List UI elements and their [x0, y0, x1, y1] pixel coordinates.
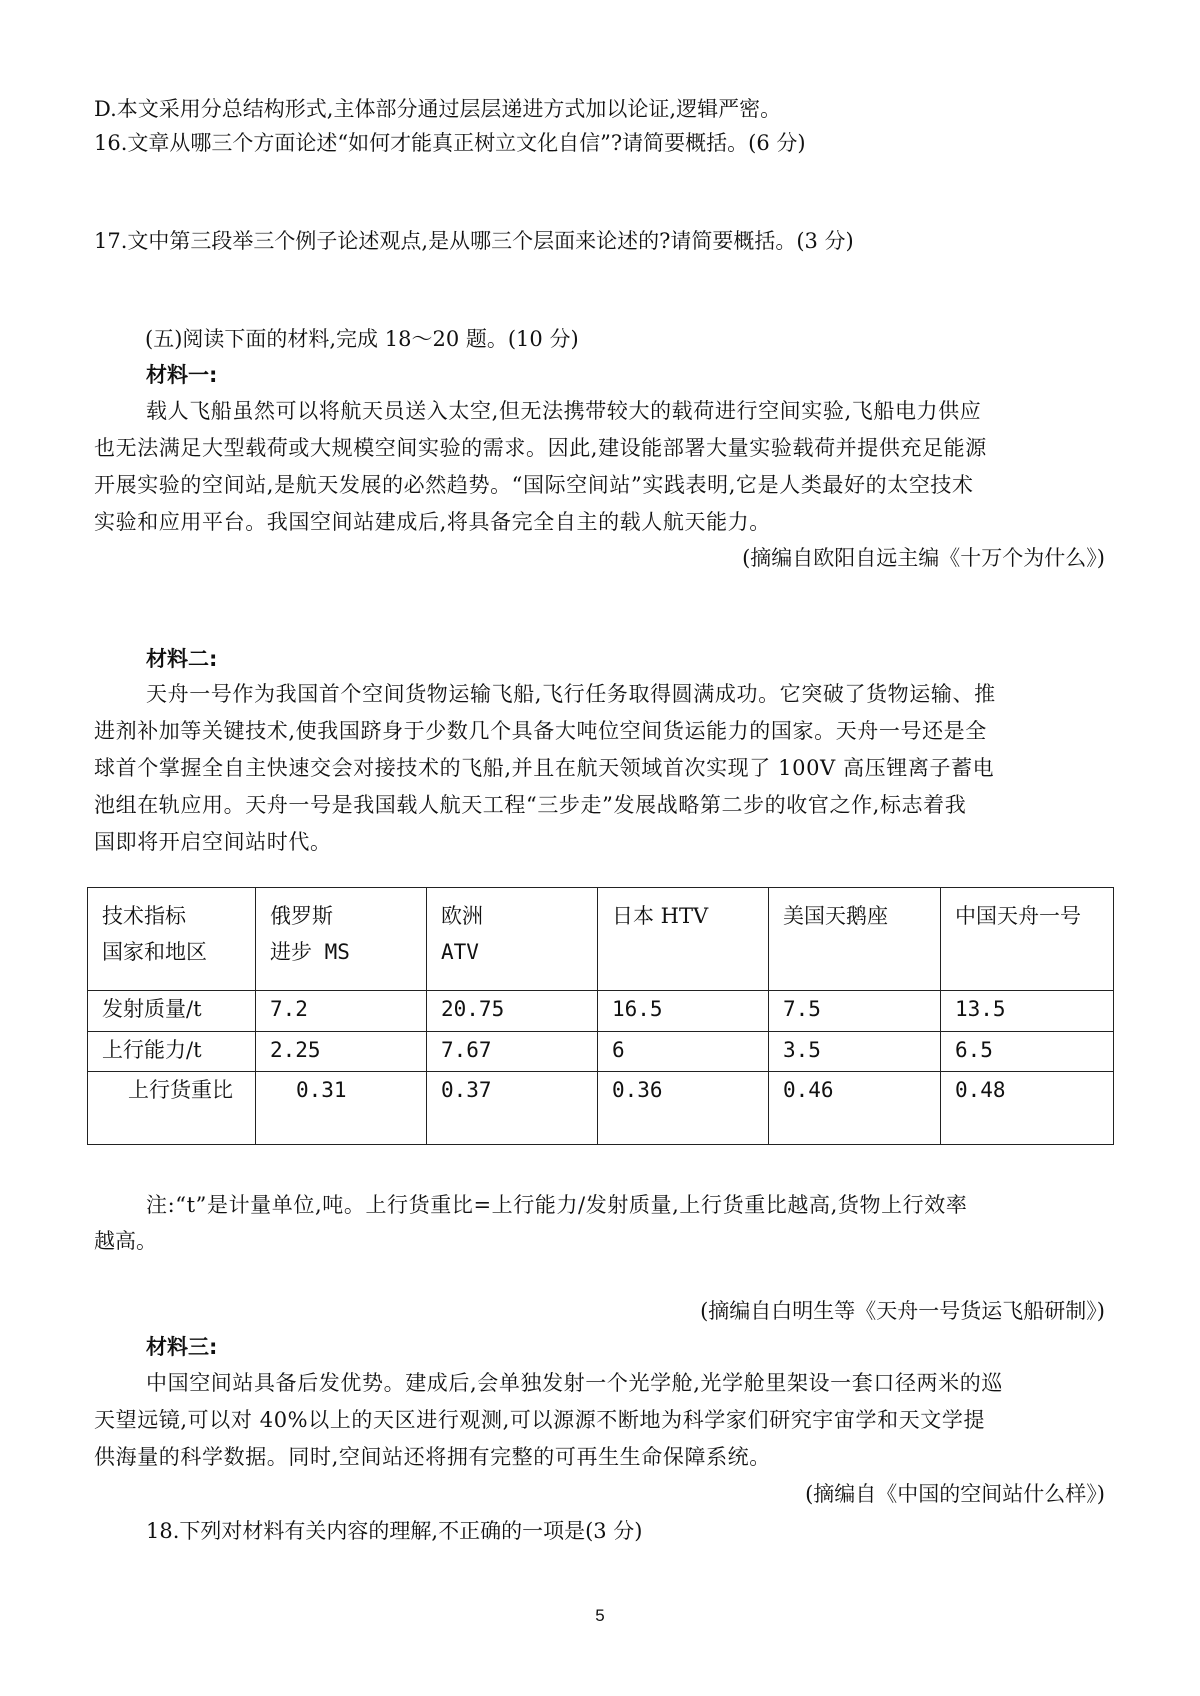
table-note: 注:“t”是计量单位,吨。上行货重比=上行能力/发射质量,上行货重比越高,货物上行效率	[146, 1193, 968, 1217]
material2-line: 天舟一号作为我国首个空间货物运输飞船,飞行任务取得圆满成功。它突破了货物运输、推	[146, 682, 996, 706]
section-5-heading: (五)阅读下面的材料,完成 18～20 题。(10 分)	[145, 327, 579, 351]
table-cell: 3.5	[769, 1031, 941, 1071]
table-column-header: 俄罗斯 进步 MS	[256, 888, 427, 991]
material1-line: 也无法满足大型载荷或大规模空间实验的需求。因此,建设能部署大量实验载荷并提供充足能源	[94, 436, 987, 460]
corner-label-region: 国家和地区	[102, 940, 207, 964]
material3-line: 中国空间站具备后发优势。建成后,会单独发射一个光学舱,光学舱里架设一套口径两米的巡	[146, 1371, 1003, 1395]
table-column-header: 美国天鹅座	[769, 888, 941, 991]
question-17: 17.文中第三段举三个例子论述观点,是从哪三个层面来论述的?请简要概括。(3 分)	[94, 229, 854, 253]
table-cell: 7.2	[256, 991, 427, 1031]
table-cell: 16.5	[598, 991, 769, 1031]
material3-line: 天望远镜,可以对 40%以上的天区进行观测,可以源源不断地为科学家们研究宇宙学和天文学提	[94, 1408, 986, 1432]
table-corner-cell	[88, 888, 256, 991]
table-cell: 2.25	[256, 1031, 427, 1071]
table-column-header: 欧洲 ATV	[427, 888, 598, 991]
table-row-label: 发射质量/t	[88, 991, 256, 1031]
material3-source: (摘编自《中国的空间站什么样》)	[805, 1482, 1105, 1506]
table-cell: 20.75	[427, 991, 598, 1031]
material2-line: 进剂补加等关键技术,使我国跻身于少数几个具备大吨位空间货运能力的国家。天舟一号还是全	[94, 719, 987, 743]
table-cell: 0.37	[427, 1072, 598, 1145]
material2-line: 球首个掌握全自主快速交会对接技术的飞船,并且在航天领域首次实现了 100V 高压锂离子蓄电	[94, 756, 995, 780]
table-row	[88, 991, 1114, 1031]
material3-line: 供海量的科学数据。同时,空间站还将拥有完整的可再生生命保障系统。	[94, 1445, 771, 1469]
question-16: 16.文章从哪三个方面论述“如何才能真正树立文化自信”?请简要概括。(6 分)	[94, 131, 806, 155]
table-cell: 6.5	[941, 1031, 1114, 1071]
q15-option-d: D.本文采用分总结构形式,主体部分通过层层递进方式加以论证,逻辑严密。	[94, 97, 782, 121]
table-row-label: 上行货重比	[88, 1072, 256, 1145]
table-cell: 0.48	[941, 1072, 1114, 1145]
table-column-header: 日本 HTV	[598, 888, 769, 991]
question-18: 18.下列对材料有关内容的理解,不正确的一项是(3 分)	[146, 1519, 643, 1543]
table-cell: 0.36	[598, 1072, 769, 1145]
table-row	[88, 1031, 1114, 1071]
material1-line: 实验和应用平台。我国空间站建成后,将具备完全自主的载人航天能力。	[94, 510, 771, 534]
table-cell: 7.67	[427, 1031, 598, 1071]
material1-line: 开展实验的空间站,是航天发展的必然趋势。“国际空间站”实践表明,它是人类最好的太空技术	[94, 473, 974, 497]
page-number: 5	[595, 1606, 605, 1625]
material1-heading: 材料一:	[146, 363, 218, 387]
table-cell: 7.5	[769, 991, 941, 1031]
material2-line: 池组在轨应用。天舟一号是我国载人航天工程“三步走”发展战略第二步的收官之作,标志着我	[94, 793, 967, 817]
material1-source: (摘编自欧阳自远主编《十万个为什么》)	[742, 546, 1105, 570]
table-cell: 13.5	[941, 991, 1114, 1031]
material2-heading: 材料二:	[146, 647, 218, 671]
material2-line: 国即将开启空间站时代。	[94, 830, 332, 854]
table-row-label: 上行能力/t	[88, 1031, 256, 1071]
spacecraft-comparison-table	[87, 887, 1114, 1145]
material3-heading: 材料三:	[146, 1335, 218, 1359]
material1-line: 载人飞船虽然可以将航天员送入太空,但无法携带较大的载荷进行空间实验,飞船电力供应	[146, 399, 982, 423]
corner-label-metric: 技术指标	[102, 904, 186, 928]
table-header-row	[88, 888, 1114, 991]
table-column-header: 中国天舟一号	[941, 888, 1114, 991]
table-cell: 6	[598, 1031, 769, 1071]
material2-source: (摘编自白明生等《天舟一号货运飞船研制》)	[700, 1299, 1105, 1323]
table-cell: 0.31	[256, 1072, 427, 1145]
table-note-continued: 越高。	[94, 1229, 157, 1253]
table-cell: 0.46	[769, 1072, 941, 1145]
table-row	[88, 1072, 1114, 1145]
